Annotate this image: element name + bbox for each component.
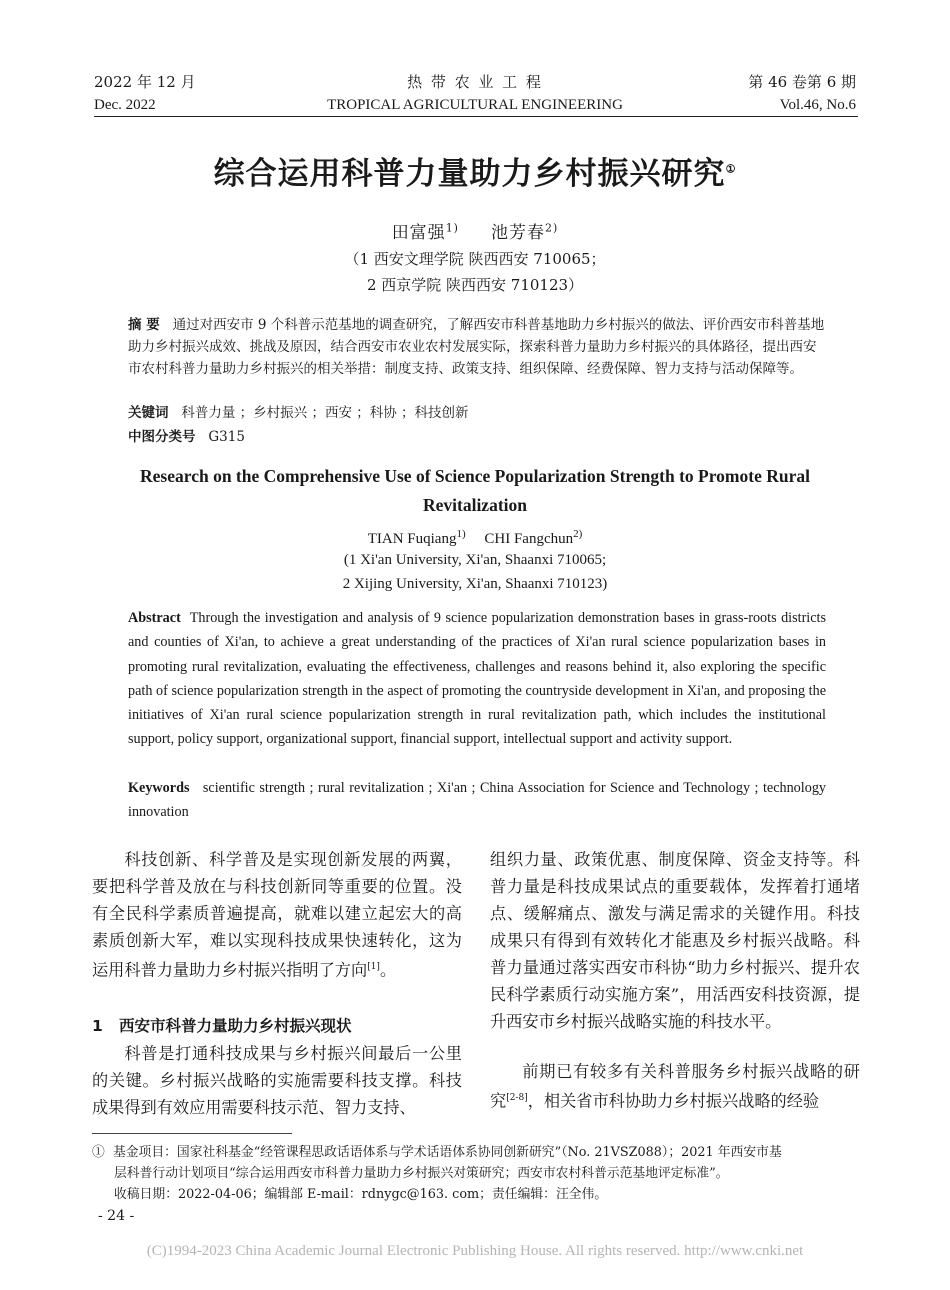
- header-volume-en: Vol.46, No.6: [779, 97, 856, 113]
- body-paragraph-2: 科普是打通科技成果与乡村振兴间最后一公里的关键。乡村振兴战略的实施需要科技支撑。科技成果得到有效应用需要科技示范、智力支持、: [92, 1044, 462, 1117]
- citation-2: [2-8]: [506, 1093, 528, 1103]
- page-number: - 24 -: [98, 1208, 135, 1224]
- footnote-rule: [92, 1133, 292, 1134]
- footnote-mark: ①: [92, 1145, 105, 1160]
- authors-en: [0, 528, 950, 548]
- abstract-cn: [128, 314, 826, 380]
- affiliation-1-cn: （1 西安文理学院 陕西西安 710065；: [344, 250, 606, 268]
- header-date-cn: 2022 年 12 月: [94, 73, 196, 91]
- header-volume-cn: 第 46 卷第 6 期: [748, 73, 856, 91]
- abstract-text-cn: 通过对西安市 9 个科普示范基地的调查研究，了解西安市科普基地助力乡村振兴的做法、评价西安市科普基地助力乡村振兴成效、挑战及原因，结合西安市农业农村发展实际，探索科普力量助力乡村振兴的具体路径，提出西安市农村科普力量助力乡村振兴的相关举措：制度支持、政策支持、组织保障、经费保障、智力支持与活动保障等。: [128, 317, 825, 377]
- body-paragraph-4-end: ，相关省市科协助力乡村振兴战略的经验: [527, 1091, 820, 1111]
- authors-cn: [0, 218, 950, 243]
- author-2-en-sup: 2): [573, 528, 583, 540]
- footnote-line-3: 收稿日期：2022-04-06；编辑部 E-mail：rdnygc@163. com；责任编辑：汪全伟。: [114, 1187, 608, 1202]
- header-rule: [94, 116, 858, 117]
- body-paragraph-3: 组织力量、政策优惠、制度保障、资金支持等。科普力量是科技成果试点的重要载体，发挥着打通堵点、缓解痛点、激发与满足需求的关键作用。科技成果只有得到有效转化才能惠及乡村振兴战略。科普力量通过落实西安市科协“助力乡村振兴、提升农民科学素质行动实施方案”，用活西安科技资源，提升西安市乡村振兴战略实施的科技水平。: [490, 850, 860, 1031]
- affiliation-1-en: (1 Xi'an University, Xi'an, Shaanxi 710065;: [343, 552, 607, 568]
- author-1-en: TIAN Fuqiang: [367, 531, 457, 547]
- footnote-line-1-text: 基金项目：国家社科基金“经管课程思政话语体系与学术话语体系协同创新研究”（No. 21VSZ088）；2021 年西安市基: [112, 1145, 782, 1160]
- section-number: 1: [92, 1017, 103, 1035]
- title-footnote-mark: ①: [725, 162, 737, 176]
- clc-value: G315: [208, 429, 245, 445]
- keywords-en: [128, 776, 826, 825]
- author-1-en-sup: 1): [456, 528, 466, 540]
- journal-title-en: TROPICAL AGRICULTURAL ENGINEERING: [327, 97, 623, 113]
- body-paragraph-4-text: 前期已有较多有关科普服务乡村振兴战略的研究: [490, 1062, 860, 1111]
- section-title: 西安市科普力量助力乡村振兴现状: [119, 1017, 352, 1035]
- affiliation-2-cn: 2 西京学院 陕西西安 710123）: [366, 276, 584, 294]
- journal-title-cn: 热 带 农 业 工 程: [407, 73, 543, 91]
- footnote-line-1: [92, 1142, 862, 1163]
- body-paragraph-4: [490, 1058, 860, 1114]
- keywords-text-cn: 科普力量 ；乡村振兴 ；西安 ；科协 ；科技创新: [181, 405, 469, 421]
- abstract-text-en: Through the investigation and analysis of 9 science popularization demonstration bases in grass-roots districts and counties of Xi'an, to achieve a great understanding of the practices of Xi'an rural science popularization bases in promoting rural revitalization, evaluating the effectiveness, challenges and reasons behind it, also exploring the specific path of science popularization strength in the aspect of promoting the countryside development in Xi'an, and proposing the initiatives of Xi'an rural science popularization strength in rural revitalization path, which includes the institutional support, policy support, organizational support, financial support, intellectual support and activity support.: [128, 610, 826, 748]
- body-paragraph-1-text: 科技创新、科学普及是实现创新发展的两翼，要把科学普及放在与科技创新同等重要的位置。没有全民科学素质普遍提高，就难以建立起宏大的高素质创新大军，难以实现科技成果快速转化，这为运用科普力量助力乡村振兴指明了方向: [92, 850, 462, 980]
- abstract-label-en: Abstract: [128, 610, 181, 626]
- footnote: [92, 1142, 862, 1205]
- body-paragraph-1: [92, 846, 462, 983]
- abstract-label-cn: 摘 要: [128, 317, 160, 333]
- author-2-sup: 2): [545, 221, 559, 235]
- abstract-en: [128, 606, 826, 752]
- section-heading: [92, 1014, 352, 1036]
- keywords-label-en: Keywords: [128, 780, 190, 796]
- author-2-cn: 池芳春: [491, 223, 546, 243]
- header-date-en: Dec. 2022: [94, 97, 156, 113]
- footnote-line-2: 层科普行动计划项目“综合运用西安市科普力量助力乡村振兴对策研究；西安市农村科普示范基地评定标准”。: [114, 1166, 729, 1181]
- body-paragraph-1-end: 。: [379, 960, 397, 980]
- author-1-cn: 田富强: [391, 223, 446, 243]
- keywords-label-cn: 关键词: [128, 405, 169, 421]
- clc-label: 中图分类号: [128, 429, 196, 445]
- page-title: [0, 148, 950, 193]
- author-2-en: CHI Fangchun: [484, 531, 574, 547]
- affiliation-2-en: 2 Xijing University, Xi'an, Shaanxi 710123): [342, 576, 608, 592]
- author-1-sup: 1): [445, 221, 459, 235]
- page-title-en: Research on the Comprehensive Use of Science Popularization Strength to Promote Rural Revitalization: [140, 466, 810, 515]
- clc-number: [128, 426, 826, 448]
- keywords-cn: [128, 402, 826, 424]
- keywords-text-en: scientific strength ; rural revitalization ; Xi'an ; China Association for Science and Technology ; technology innovation: [128, 780, 827, 821]
- copyright-watermark: (C)1994-2023 China Academic Journal Electronic Publishing House. All rights reserved. http://www.cnki.net: [146, 1243, 804, 1259]
- citation-1: [1]: [367, 962, 380, 972]
- title-text: 综合运用科普力量助力乡村振兴研究: [213, 156, 726, 192]
